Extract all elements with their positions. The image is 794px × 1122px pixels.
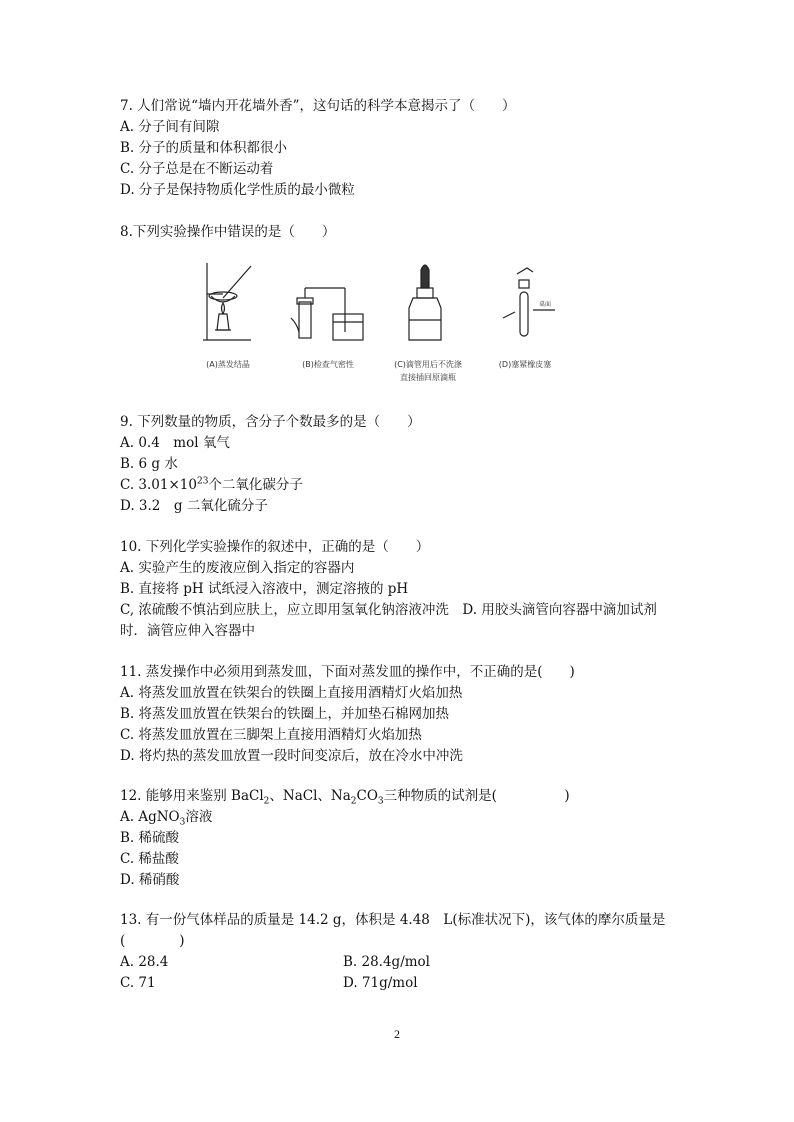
caption-c-line2: 直接插回原滴瓶 [400,373,456,382]
option-d: D. 分子是保持物质化学性质的最小微粒 [120,182,355,198]
option-d: D. 将灼热的蒸发皿放置一段时间变凉后，放在冷水中冲洗 [120,748,463,764]
question-7 [120,96,680,201]
option-a: A. AgNO$_3$溶液 [120,809,213,828]
question-9 [120,412,680,517]
question-10 [120,537,680,642]
question-stem: 12. 能够用来鉴别 BaCl$_2$、NaCl、$Na_2CO_3$三种物质的试剂是( ) [120,788,570,807]
option-a: A. 将蒸发皿放置在铁架台的铁圈上直接用酒精灯火焰加热 [120,685,463,701]
question-8 [120,222,680,243]
option-b: B. 稀硫酸 [120,830,180,846]
option-c: C. 71 [120,975,156,991]
airtightness-check-icon [291,288,363,340]
option-c-d: C, 浓硫酸不慎沾到应肤上，应立即用氢氧化钠溶液冲洗 D. 用胶头滴管向容器中滴加试剂时．滴管应伸入容器中 [120,602,657,639]
options-row-1 [120,952,680,973]
option-b: B. 将蒸发皿放置在铁架台的铁圈上，并加垫石棉网加热 [120,706,450,722]
question-stem: 8.下列实验操作中错误的是（ ） [120,224,336,240]
option-c: C. $3.01\times 10^{23}$个二氧化碳分子 [120,476,303,493]
caption-b: (B)检查气密性 [302,360,354,369]
question-stem: 10. 下列化学实验操作的叙述中，正确的是（ ） [120,539,430,555]
question-stem: 7. 人们常说“墙内开花墙外香”，这句话的科学本意揭示了（ ） [120,98,516,114]
option-d: D. 71g/mol [343,975,418,991]
question-stem: 9. 下列数量的物质，含分子个数最多的是（ ） [120,414,421,430]
option-b: B. 分子的质量和体积都很小 [120,140,288,156]
evaporation-apparatus-icon [203,263,251,340]
question-stem: 13. 有一份气体样品的质量是 14.2 g，体积是 4.48 L(标准状况下)，该气体的摩尔质量是( ) [120,912,666,949]
lab-figure-drawing [193,258,563,390]
question-11 [120,662,680,767]
desk-label: 桌面 [539,301,552,308]
option-a: A. 分子间有间隙 [120,119,220,135]
caption-a: (A)蒸发结晶 [206,360,250,369]
dropper-bottle-icon [409,265,441,340]
option-a: A. 实验产生的废液应倒入指定的容器内 [120,560,355,576]
option-c: C. 稀盐酸 [120,851,179,867]
option-b: B. 28.4g/mol [343,954,430,970]
option-d: D. 3.2 g 二氧化硫分子 [120,498,268,514]
option-c: C. 分子总是在不断运动着 [120,161,274,177]
question-stem: 11. 蒸发操作中必须用到蒸发皿，下面对蒸发皿的操作中，不正确的是( ) [120,664,575,680]
caption-c-line1: (C)滴管用后不洗涤 [394,360,462,369]
option-a: A. 0.4 mol 氧气 [120,435,230,451]
option-b: B. 直接将 pH 试纸浸入溶液中，测定溶掖的 pH [120,581,409,597]
caption-d: (D)塞紧橡皮塞 [498,360,552,369]
question-13 [120,910,680,994]
page-number: 2 [394,1027,400,1041]
option-a: A. 28.4 [120,954,169,970]
options-row-2 [120,973,680,994]
lab-operations-figure [193,258,563,390]
question-12 [120,786,680,891]
option-d: D. 稀硝酸 [120,872,180,888]
option-b: B. 6 g 水 [120,456,178,472]
option-c: C. 将蒸发皿放置在三脚架上直接用酒精灯火焰加热 [120,727,422,743]
